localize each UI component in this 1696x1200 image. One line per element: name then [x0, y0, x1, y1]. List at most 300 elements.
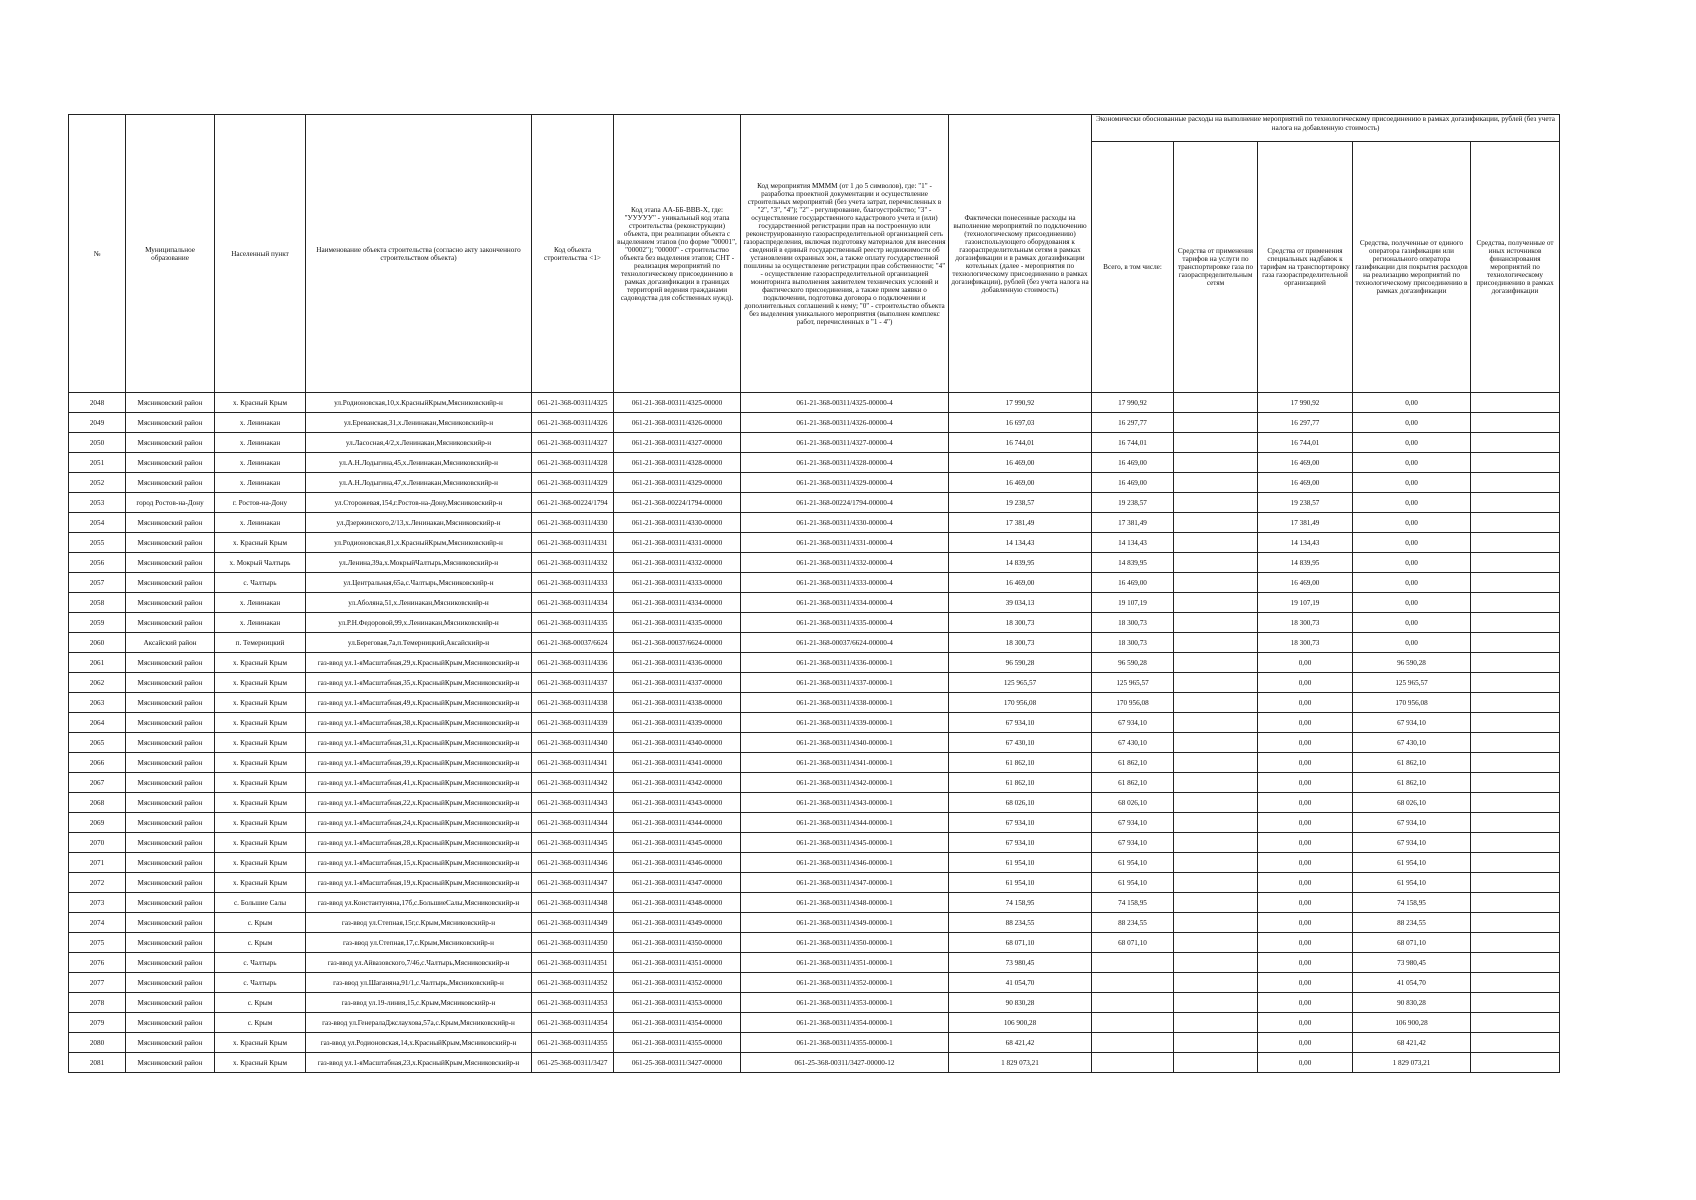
cell-object-code: 061-21-368-00311/4327 — [532, 433, 614, 453]
table-row — [69, 593, 1560, 613]
col-actual-costs: Фактически понесенные расходы на выполнение мероприятий по подключению (технологическому присоединению) газоиспользующего оборудования к газораспределительным сетям в рамках догазификации и в рамках догазификации котельных (далее - мероприятия по технологическому присоединению в рамках догазификации), рублей (без учета налога на добавленную стоимость) — [949, 115, 1092, 393]
cell-municipality: Мясниковский район — [126, 533, 215, 553]
cell-stage-code: 061-21-368-00311/4333-00000 — [614, 573, 741, 593]
cell-tariff — [1174, 793, 1258, 813]
cell-other-sources — [1471, 953, 1560, 973]
cell-object-name: ул.Ленина,39а,х.МокрыйЧалтырь,Мясниковскийр-н — [306, 553, 532, 573]
cell-municipality: Мясниковский район — [126, 1013, 215, 1033]
cell-settlement: с. Большие Салы — [215, 893, 306, 913]
cell-settlement: п. Темерницкий — [215, 633, 306, 653]
cell-stage-code: 061-21-368-00311/4352-00000 — [614, 973, 741, 993]
cell-other-sources — [1471, 453, 1560, 473]
cell-total: 68 026,10 — [1092, 793, 1174, 813]
cell-activity-code: 061-21-368-00311/4336-00000-1 — [741, 653, 949, 673]
cell-other-sources — [1471, 873, 1560, 893]
cell-object-code: 061-21-368-00037/6624 — [532, 633, 614, 653]
cell-special-surcharge: 16 744,01 — [1258, 433, 1353, 453]
cell-num: 2064 — [69, 713, 126, 733]
cell-single-operator: 68 071,10 — [1353, 933, 1471, 953]
cell-municipality: Мясниковский район — [126, 853, 215, 873]
cell-municipality: Мясниковский район — [126, 673, 215, 693]
cell-single-operator: 61 954,10 — [1353, 873, 1471, 893]
cell-single-operator: 0,00 — [1353, 553, 1471, 573]
cell-special-surcharge: 0,00 — [1258, 933, 1353, 953]
cell-settlement: х. Ленинакан — [215, 413, 306, 433]
cell-actual-costs: 16 697,03 — [949, 413, 1092, 433]
cell-num: 2055 — [69, 533, 126, 553]
data-table — [68, 114, 1560, 1073]
cell-num: 2069 — [69, 813, 126, 833]
cell-tariff — [1174, 613, 1258, 633]
cell-tariff — [1174, 933, 1258, 953]
cell-num: 2070 — [69, 833, 126, 853]
cell-actual-costs: 39 034,13 — [949, 593, 1092, 613]
cell-single-operator: 61 862,10 — [1353, 753, 1471, 773]
cell-num: 2050 — [69, 433, 126, 453]
cell-num: 2079 — [69, 1013, 126, 1033]
cell-tariff — [1174, 953, 1258, 973]
cell-municipality: Мясниковский район — [126, 1053, 215, 1073]
cell-object-name: ул.Береговая,7а,п.Темерницкий,Аксайскийр-н — [306, 633, 532, 653]
cell-single-operator: 0,00 — [1353, 633, 1471, 653]
cell-actual-costs: 106 900,28 — [949, 1013, 1092, 1033]
col-group-economic-costs: Экономически обоснованные расходы на выполнение мероприятий по технологическому присоединению в рамках догазификации, рублей (без учета налога на добавленную стоимость) — [1092, 115, 1560, 142]
cell-stage-code: 061-21-368-00311/4335-00000 — [614, 613, 741, 633]
table-row — [69, 393, 1560, 413]
cell-stage-code: 061-21-368-00224/1794-00000 — [614, 493, 741, 513]
table-row — [69, 873, 1560, 893]
cell-stage-code: 061-21-368-00311/4348-00000 — [614, 893, 741, 913]
cell-municipality: Мясниковский район — [126, 773, 215, 793]
cell-municipality: Мясниковский район — [126, 1033, 215, 1053]
cell-object-code: 061-21-368-00311/4340 — [532, 733, 614, 753]
table-row — [69, 513, 1560, 533]
table-row — [69, 773, 1560, 793]
cell-tariff — [1174, 853, 1258, 873]
cell-stage-code: 061-25-368-00311/3427-00000 — [614, 1053, 741, 1073]
cell-activity-code: 061-21-368-00311/4345-00000-1 — [741, 833, 949, 853]
cell-tariff — [1174, 533, 1258, 553]
cell-total: 61 862,10 — [1092, 773, 1174, 793]
cell-actual-costs: 17 990,92 — [949, 393, 1092, 413]
cell-other-sources — [1471, 613, 1560, 633]
cell-num: 2054 — [69, 513, 126, 533]
cell-num: 2061 — [69, 653, 126, 673]
cell-object-code: 061-21-368-00311/4355 — [532, 1033, 614, 1053]
cell-activity-code: 061-21-368-00037/6624-00000-4 — [741, 633, 949, 653]
cell-object-name: ул.Ереванская,31,х.Ленинакан,Мясниковскийр-н — [306, 413, 532, 433]
cell-activity-code: 061-25-368-00311/3427-00000-12 — [741, 1053, 949, 1073]
cell-activity-code: 061-21-368-00311/4352-00000-1 — [741, 973, 949, 993]
cell-single-operator: 0,00 — [1353, 413, 1471, 433]
cell-tariff — [1174, 893, 1258, 913]
cell-stage-code: 061-21-368-00311/4344-00000 — [614, 813, 741, 833]
cell-special-surcharge: 0,00 — [1258, 913, 1353, 933]
cell-object-name: газ-ввод ул.1-яМасштабная,28,х.КрасныйКрым,Мясниковскийр-н — [306, 833, 532, 853]
cell-object-name: газ-ввод ул.Айвазовского,7/46,с.Чалтырь,Мясниковскийр-н — [306, 953, 532, 973]
cell-object-name: ул.Дзержинского,2/13,х.Ленинакан,Мясниковскийр-н — [306, 513, 532, 533]
cell-stage-code: 061-21-368-00311/4350-00000 — [614, 933, 741, 953]
cell-total: 16 469,00 — [1092, 573, 1174, 593]
cell-tariff — [1174, 833, 1258, 853]
cell-single-operator: 61 862,10 — [1353, 773, 1471, 793]
cell-special-surcharge: 14 839,95 — [1258, 553, 1353, 573]
cell-municipality: Мясниковский район — [126, 973, 215, 993]
table-row — [69, 893, 1560, 913]
cell-other-sources — [1471, 713, 1560, 733]
col-object-name: Наименование объекта строительства (согласно акту законченного строительством объекта) — [306, 115, 532, 393]
cell-activity-code: 061-21-368-00311/4351-00000-1 — [741, 953, 949, 973]
cell-stage-code: 061-21-368-00311/4341-00000 — [614, 753, 741, 773]
cell-total — [1092, 953, 1174, 973]
cell-activity-code: 061-21-368-00311/4338-00000-1 — [741, 693, 949, 713]
cell-activity-code: 061-21-368-00311/4346-00000-1 — [741, 853, 949, 873]
cell-object-name: газ-ввод ул.1-яМасштабная,29,х.КрасныйКрым,Мясниковскийр-н — [306, 653, 532, 673]
cell-settlement: с. Крым — [215, 913, 306, 933]
table-row — [69, 933, 1560, 953]
cell-settlement: х. Ленинакан — [215, 613, 306, 633]
cell-single-operator: 1 829 073,21 — [1353, 1053, 1471, 1073]
cell-total: 61 862,10 — [1092, 753, 1174, 773]
cell-settlement: х. Красный Крым — [215, 393, 306, 413]
cell-stage-code: 061-21-368-00311/4349-00000 — [614, 913, 741, 933]
table-row — [69, 633, 1560, 653]
col-municipality: Муниципальное образование — [126, 115, 215, 393]
cell-settlement: с. Крым — [215, 1013, 306, 1033]
cell-object-name: газ-ввод ул.1-яМасштабная,23,х.КрасныйКрым,Мясниковскийр-н — [306, 1053, 532, 1073]
cell-stage-code: 061-21-368-00311/4346-00000 — [614, 853, 741, 873]
cell-single-operator: 67 430,10 — [1353, 733, 1471, 753]
cell-activity-code: 061-21-368-00311/4327-00000-4 — [741, 433, 949, 453]
cell-single-operator: 61 954,10 — [1353, 853, 1471, 873]
cell-tariff — [1174, 1053, 1258, 1073]
cell-actual-costs: 73 980,45 — [949, 953, 1092, 973]
cell-object-code: 061-21-368-00311/4338 — [532, 693, 614, 713]
cell-total — [1092, 1013, 1174, 1033]
cell-object-code: 061-21-368-00224/1794 — [532, 493, 614, 513]
cell-settlement: х. Ленинакан — [215, 453, 306, 473]
cell-object-code: 061-25-368-00311/3427 — [532, 1053, 614, 1073]
cell-stage-code: 061-21-368-00311/4355-00000 — [614, 1033, 741, 1053]
cell-object-name: ул.Родионовская,81,х.КрасныйКрым,Мясниковскийр-н — [306, 533, 532, 553]
cell-municipality: Аксайский район — [126, 633, 215, 653]
cell-municipality: Мясниковский район — [126, 813, 215, 833]
cell-other-sources — [1471, 493, 1560, 513]
cell-total: 170 956,08 — [1092, 693, 1174, 713]
cell-activity-code: 061-21-368-00311/4330-00000-4 — [741, 513, 949, 533]
cell-actual-costs: 61 862,10 — [949, 753, 1092, 773]
cell-actual-costs: 67 934,10 — [949, 813, 1092, 833]
cell-single-operator: 0,00 — [1353, 453, 1471, 473]
cell-activity-code: 061-21-368-00311/4343-00000-1 — [741, 793, 949, 813]
cell-actual-costs: 68 026,10 — [949, 793, 1092, 813]
table-row — [69, 813, 1560, 833]
cell-single-operator: 68 421,42 — [1353, 1033, 1471, 1053]
cell-special-surcharge: 0,00 — [1258, 673, 1353, 693]
cell-municipality: Мясниковский район — [126, 913, 215, 933]
cell-settlement: х. Красный Крым — [215, 833, 306, 853]
cell-object-name: ул.Сторожевая,154,г.Ростов-на-Дону,Мясниковскийр-н — [306, 493, 532, 513]
cell-other-sources — [1471, 533, 1560, 553]
cell-municipality: Мясниковский район — [126, 393, 215, 413]
cell-activity-code: 061-21-368-00311/4329-00000-4 — [741, 473, 949, 493]
col-total: Всего, в том числе: — [1092, 142, 1174, 393]
cell-tariff — [1174, 573, 1258, 593]
cell-other-sources — [1471, 813, 1560, 833]
cell-num: 2067 — [69, 773, 126, 793]
cell-num: 2071 — [69, 853, 126, 873]
cell-special-surcharge: 16 469,00 — [1258, 573, 1353, 593]
cell-settlement: х. Ленинакан — [215, 513, 306, 533]
cell-settlement: с. Чалтырь — [215, 973, 306, 993]
table-row — [69, 493, 1560, 513]
cell-single-operator: 0,00 — [1353, 513, 1471, 533]
cell-object-code: 061-21-368-00311/4333 — [532, 573, 614, 593]
cell-tariff — [1174, 633, 1258, 653]
cell-settlement: х. Красный Крым — [215, 853, 306, 873]
col-tariff-transport: Средства от применения тарифов на услуги по транспортировке газа по газораспределительным сетям — [1174, 142, 1258, 393]
cell-single-operator: 0,00 — [1353, 493, 1471, 513]
cell-object-name: газ-ввод ул.19-линия,15,с.Крым,Мясниковскийр-н — [306, 993, 532, 1013]
cell-object-code: 061-21-368-00311/4326 — [532, 413, 614, 433]
cell-single-operator: 74 158,95 — [1353, 893, 1471, 913]
cell-object-code: 061-21-368-00311/4339 — [532, 713, 614, 733]
cell-single-operator: 0,00 — [1353, 573, 1471, 593]
cell-other-sources — [1471, 1013, 1560, 1033]
cell-municipality: Мясниковский район — [126, 693, 215, 713]
cell-special-surcharge: 0,00 — [1258, 893, 1353, 913]
cell-actual-costs: 18 300,73 — [949, 613, 1092, 633]
cell-other-sources — [1471, 433, 1560, 453]
cell-municipality: Мясниковский район — [126, 573, 215, 593]
cell-single-operator: 0,00 — [1353, 473, 1471, 493]
cell-num: 2076 — [69, 953, 126, 973]
cell-actual-costs: 67 934,10 — [949, 713, 1092, 733]
cell-total: 88 234,55 — [1092, 913, 1174, 933]
cell-stage-code: 061-21-368-00311/4339-00000 — [614, 713, 741, 733]
col-settlement: Населенный пункт — [215, 115, 306, 393]
cell-municipality: Мясниковский район — [126, 993, 215, 1013]
table-row — [69, 433, 1560, 453]
col-single-operator: Средства, полученные от единого оператора газификации или регионального оператора газификации для покрытия расходов на реализацию мероприятий по технологическому присоединению в рамках догазификации — [1353, 142, 1471, 393]
cell-special-surcharge: 0,00 — [1258, 693, 1353, 713]
table-header — [69, 115, 1560, 393]
cell-municipality: Мясниковский район — [126, 753, 215, 773]
cell-total: 67 934,10 — [1092, 833, 1174, 853]
cell-tariff — [1174, 453, 1258, 473]
cell-settlement: х. Ленинакан — [215, 593, 306, 613]
cell-tariff — [1174, 773, 1258, 793]
cell-special-surcharge: 0,00 — [1258, 753, 1353, 773]
cell-total: 18 300,73 — [1092, 633, 1174, 653]
cell-settlement: с. Чалтырь — [215, 953, 306, 973]
cell-other-sources — [1471, 733, 1560, 753]
cell-object-code: 061-21-368-00311/4349 — [532, 913, 614, 933]
cell-tariff — [1174, 513, 1258, 533]
cell-num: 2077 — [69, 973, 126, 993]
cell-total — [1092, 1053, 1174, 1073]
cell-num: 2063 — [69, 693, 126, 713]
cell-object-code: 061-21-368-00311/4336 — [532, 653, 614, 673]
cell-settlement: х. Красный Крым — [215, 773, 306, 793]
cell-activity-code: 061-21-368-00311/4332-00000-4 — [741, 553, 949, 573]
cell-num: 2051 — [69, 453, 126, 473]
cell-special-surcharge: 19 107,19 — [1258, 593, 1353, 613]
cell-stage-code: 061-21-368-00311/4347-00000 — [614, 873, 741, 893]
cell-municipality: Мясниковский район — [126, 933, 215, 953]
cell-other-sources — [1471, 773, 1560, 793]
table-row — [69, 793, 1560, 813]
cell-special-surcharge: 0,00 — [1258, 833, 1353, 853]
cell-total: 16 469,00 — [1092, 473, 1174, 493]
cell-total: 14 839,95 — [1092, 553, 1174, 573]
cell-total: 74 158,95 — [1092, 893, 1174, 913]
cell-actual-costs: 125 965,57 — [949, 673, 1092, 693]
cell-settlement: х. Красный Крым — [215, 753, 306, 773]
cell-municipality: город Ростов-на-Дону — [126, 493, 215, 513]
cell-actual-costs: 17 381,49 — [949, 513, 1092, 533]
cell-object-code: 061-21-368-00311/4345 — [532, 833, 614, 853]
cell-num: 2052 — [69, 473, 126, 493]
cell-special-surcharge: 0,00 — [1258, 813, 1353, 833]
cell-settlement: х. Красный Крым — [215, 1053, 306, 1073]
cell-settlement: х. Красный Крым — [215, 1033, 306, 1053]
table-row — [69, 673, 1560, 693]
cell-total — [1092, 973, 1174, 993]
cell-tariff — [1174, 473, 1258, 493]
cell-special-surcharge: 0,00 — [1258, 653, 1353, 673]
cell-object-code: 061-21-368-00311/4354 — [532, 1013, 614, 1033]
cell-special-surcharge: 0,00 — [1258, 873, 1353, 893]
cell-object-code: 061-21-368-00311/4343 — [532, 793, 614, 813]
table-row — [69, 833, 1560, 853]
cell-activity-code: 061-21-368-00311/4335-00000-4 — [741, 613, 949, 633]
cell-num: 2049 — [69, 413, 126, 433]
cell-object-code: 061-21-368-00311/4351 — [532, 953, 614, 973]
cell-single-operator: 96 590,28 — [1353, 653, 1471, 673]
table-row — [69, 973, 1560, 993]
cell-num: 2074 — [69, 913, 126, 933]
cell-municipality: Мясниковский район — [126, 733, 215, 753]
cell-tariff — [1174, 733, 1258, 753]
cell-stage-code: 061-21-368-00311/4329-00000 — [614, 473, 741, 493]
cell-object-name: газ-ввод ул.1-яМасштабная,22,х.КрасныйКрым,Мясниковскийр-н — [306, 793, 532, 813]
cell-object-code: 061-21-368-00311/4346 — [532, 853, 614, 873]
cell-activity-code: 061-21-368-00311/4354-00000-1 — [741, 1013, 949, 1033]
cell-single-operator: 0,00 — [1353, 433, 1471, 453]
cell-object-name: ул.Центральная,65а,с.Чалтырь,Мясниковскийр-н — [306, 573, 532, 593]
cell-tariff — [1174, 493, 1258, 513]
cell-object-code: 061-21-368-00311/4352 — [532, 973, 614, 993]
cell-municipality: Мясниковский район — [126, 413, 215, 433]
cell-object-code: 061-21-368-00311/4331 — [532, 533, 614, 553]
cell-municipality: Мясниковский район — [126, 833, 215, 853]
cell-stage-code: 061-21-368-00311/4345-00000 — [614, 833, 741, 853]
cell-object-name: газ-ввод ул.Степная,17,с.Крым,Мясниковскийр-н — [306, 933, 532, 953]
cell-object-code: 061-21-368-00311/4341 — [532, 753, 614, 773]
cell-object-name: газ-ввод ул.1-яМасштабная,41,х.КрасныйКрым,Мясниковскийр-н — [306, 773, 532, 793]
table-row — [69, 473, 1560, 493]
cell-other-sources — [1471, 673, 1560, 693]
cell-activity-code: 061-21-368-00311/4349-00000-1 — [741, 913, 949, 933]
col-object-code: Код объекта строительства <1> — [532, 115, 614, 393]
cell-other-sources — [1471, 1033, 1560, 1053]
cell-municipality: Мясниковский район — [126, 453, 215, 473]
table-row — [69, 753, 1560, 773]
cell-actual-costs: 16 744,01 — [949, 433, 1092, 453]
cell-tariff — [1174, 433, 1258, 453]
cell-activity-code: 061-21-368-00311/4339-00000-1 — [741, 713, 949, 733]
cell-stage-code: 061-21-368-00311/4328-00000 — [614, 453, 741, 473]
cell-object-code: 061-21-368-00311/4330 — [532, 513, 614, 533]
cell-tariff — [1174, 413, 1258, 433]
cell-total: 14 134,43 — [1092, 533, 1174, 553]
cell-total — [1092, 993, 1174, 1013]
cell-tariff — [1174, 653, 1258, 673]
cell-actual-costs: 41 054,70 — [949, 973, 1092, 993]
table-row — [69, 853, 1560, 873]
table-row — [69, 1013, 1560, 1033]
cell-object-name: газ-ввод ул.1-яМасштабная,35,х.КрасныйКрым,Мясниковскийр-н — [306, 673, 532, 693]
cell-single-operator: 106 900,28 — [1353, 1013, 1471, 1033]
table-row — [69, 573, 1560, 593]
cell-single-operator: 88 234,55 — [1353, 913, 1471, 933]
cell-other-sources — [1471, 593, 1560, 613]
cell-special-surcharge: 0,00 — [1258, 973, 1353, 993]
cell-actual-costs: 68 071,10 — [949, 933, 1092, 953]
cell-activity-code: 061-21-368-00311/4350-00000-1 — [741, 933, 949, 953]
cell-object-code: 061-21-368-00311/4350 — [532, 933, 614, 953]
cell-tariff — [1174, 873, 1258, 893]
cell-total: 18 300,73 — [1092, 613, 1174, 633]
cell-other-sources — [1471, 793, 1560, 813]
col-num: № — [69, 115, 126, 393]
cell-stage-code: 061-21-368-00311/4337-00000 — [614, 673, 741, 693]
cell-settlement: х. Красный Крым — [215, 793, 306, 813]
cell-single-operator: 68 026,10 — [1353, 793, 1471, 813]
cell-special-surcharge: 0,00 — [1258, 713, 1353, 733]
cell-object-name: газ-ввод ул.1-яМасштабная,15,х.КрасныйКрым,Мясниковскийр-н — [306, 853, 532, 873]
cell-stage-code: 061-21-368-00311/4353-00000 — [614, 993, 741, 1013]
cell-special-surcharge: 14 134,43 — [1258, 533, 1353, 553]
cell-total: 67 430,10 — [1092, 733, 1174, 753]
cell-object-name: газ-ввод ул.1-яМасштабная,38,х.КрасныйКрым,Мясниковскийр-н — [306, 713, 532, 733]
cell-num: 2078 — [69, 993, 126, 1013]
cell-object-name: ул.Р.Н.Федоровой,99,х.Ленинакан,Мясниковскийр-н — [306, 613, 532, 633]
cell-object-code: 061-21-368-00311/4337 — [532, 673, 614, 693]
cell-actual-costs: 61 954,10 — [949, 873, 1092, 893]
cell-settlement: х. Красный Крым — [215, 733, 306, 753]
cell-other-sources — [1471, 513, 1560, 533]
cell-actual-costs: 170 956,08 — [949, 693, 1092, 713]
cell-settlement: х. Красный Крым — [215, 653, 306, 673]
cell-num: 2068 — [69, 793, 126, 813]
table-row — [69, 993, 1560, 1013]
cell-other-sources — [1471, 933, 1560, 953]
cell-stage-code: 061-21-368-00311/4336-00000 — [614, 653, 741, 673]
cell-activity-code: 061-21-368-00311/4331-00000-4 — [741, 533, 949, 553]
cell-special-surcharge: 0,00 — [1258, 993, 1353, 1013]
table-row — [69, 653, 1560, 673]
cell-activity-code: 061-21-368-00311/4328-00000-4 — [741, 453, 949, 473]
cell-object-code: 061-21-368-00311/4347 — [532, 873, 614, 893]
cell-tariff — [1174, 993, 1258, 1013]
cell-num: 2081 — [69, 1053, 126, 1073]
cell-total: 16 297,77 — [1092, 413, 1174, 433]
cell-object-name: газ-ввод ул.1-яМасштабная,24,х.КрасныйКрым,Мясниковскийр-н — [306, 813, 532, 833]
cell-object-name: газ-ввод ул.1-яМасштабная,31,х.КрасныйКрым,Мясниковскийр-н — [306, 733, 532, 753]
cell-total: 61 954,10 — [1092, 873, 1174, 893]
